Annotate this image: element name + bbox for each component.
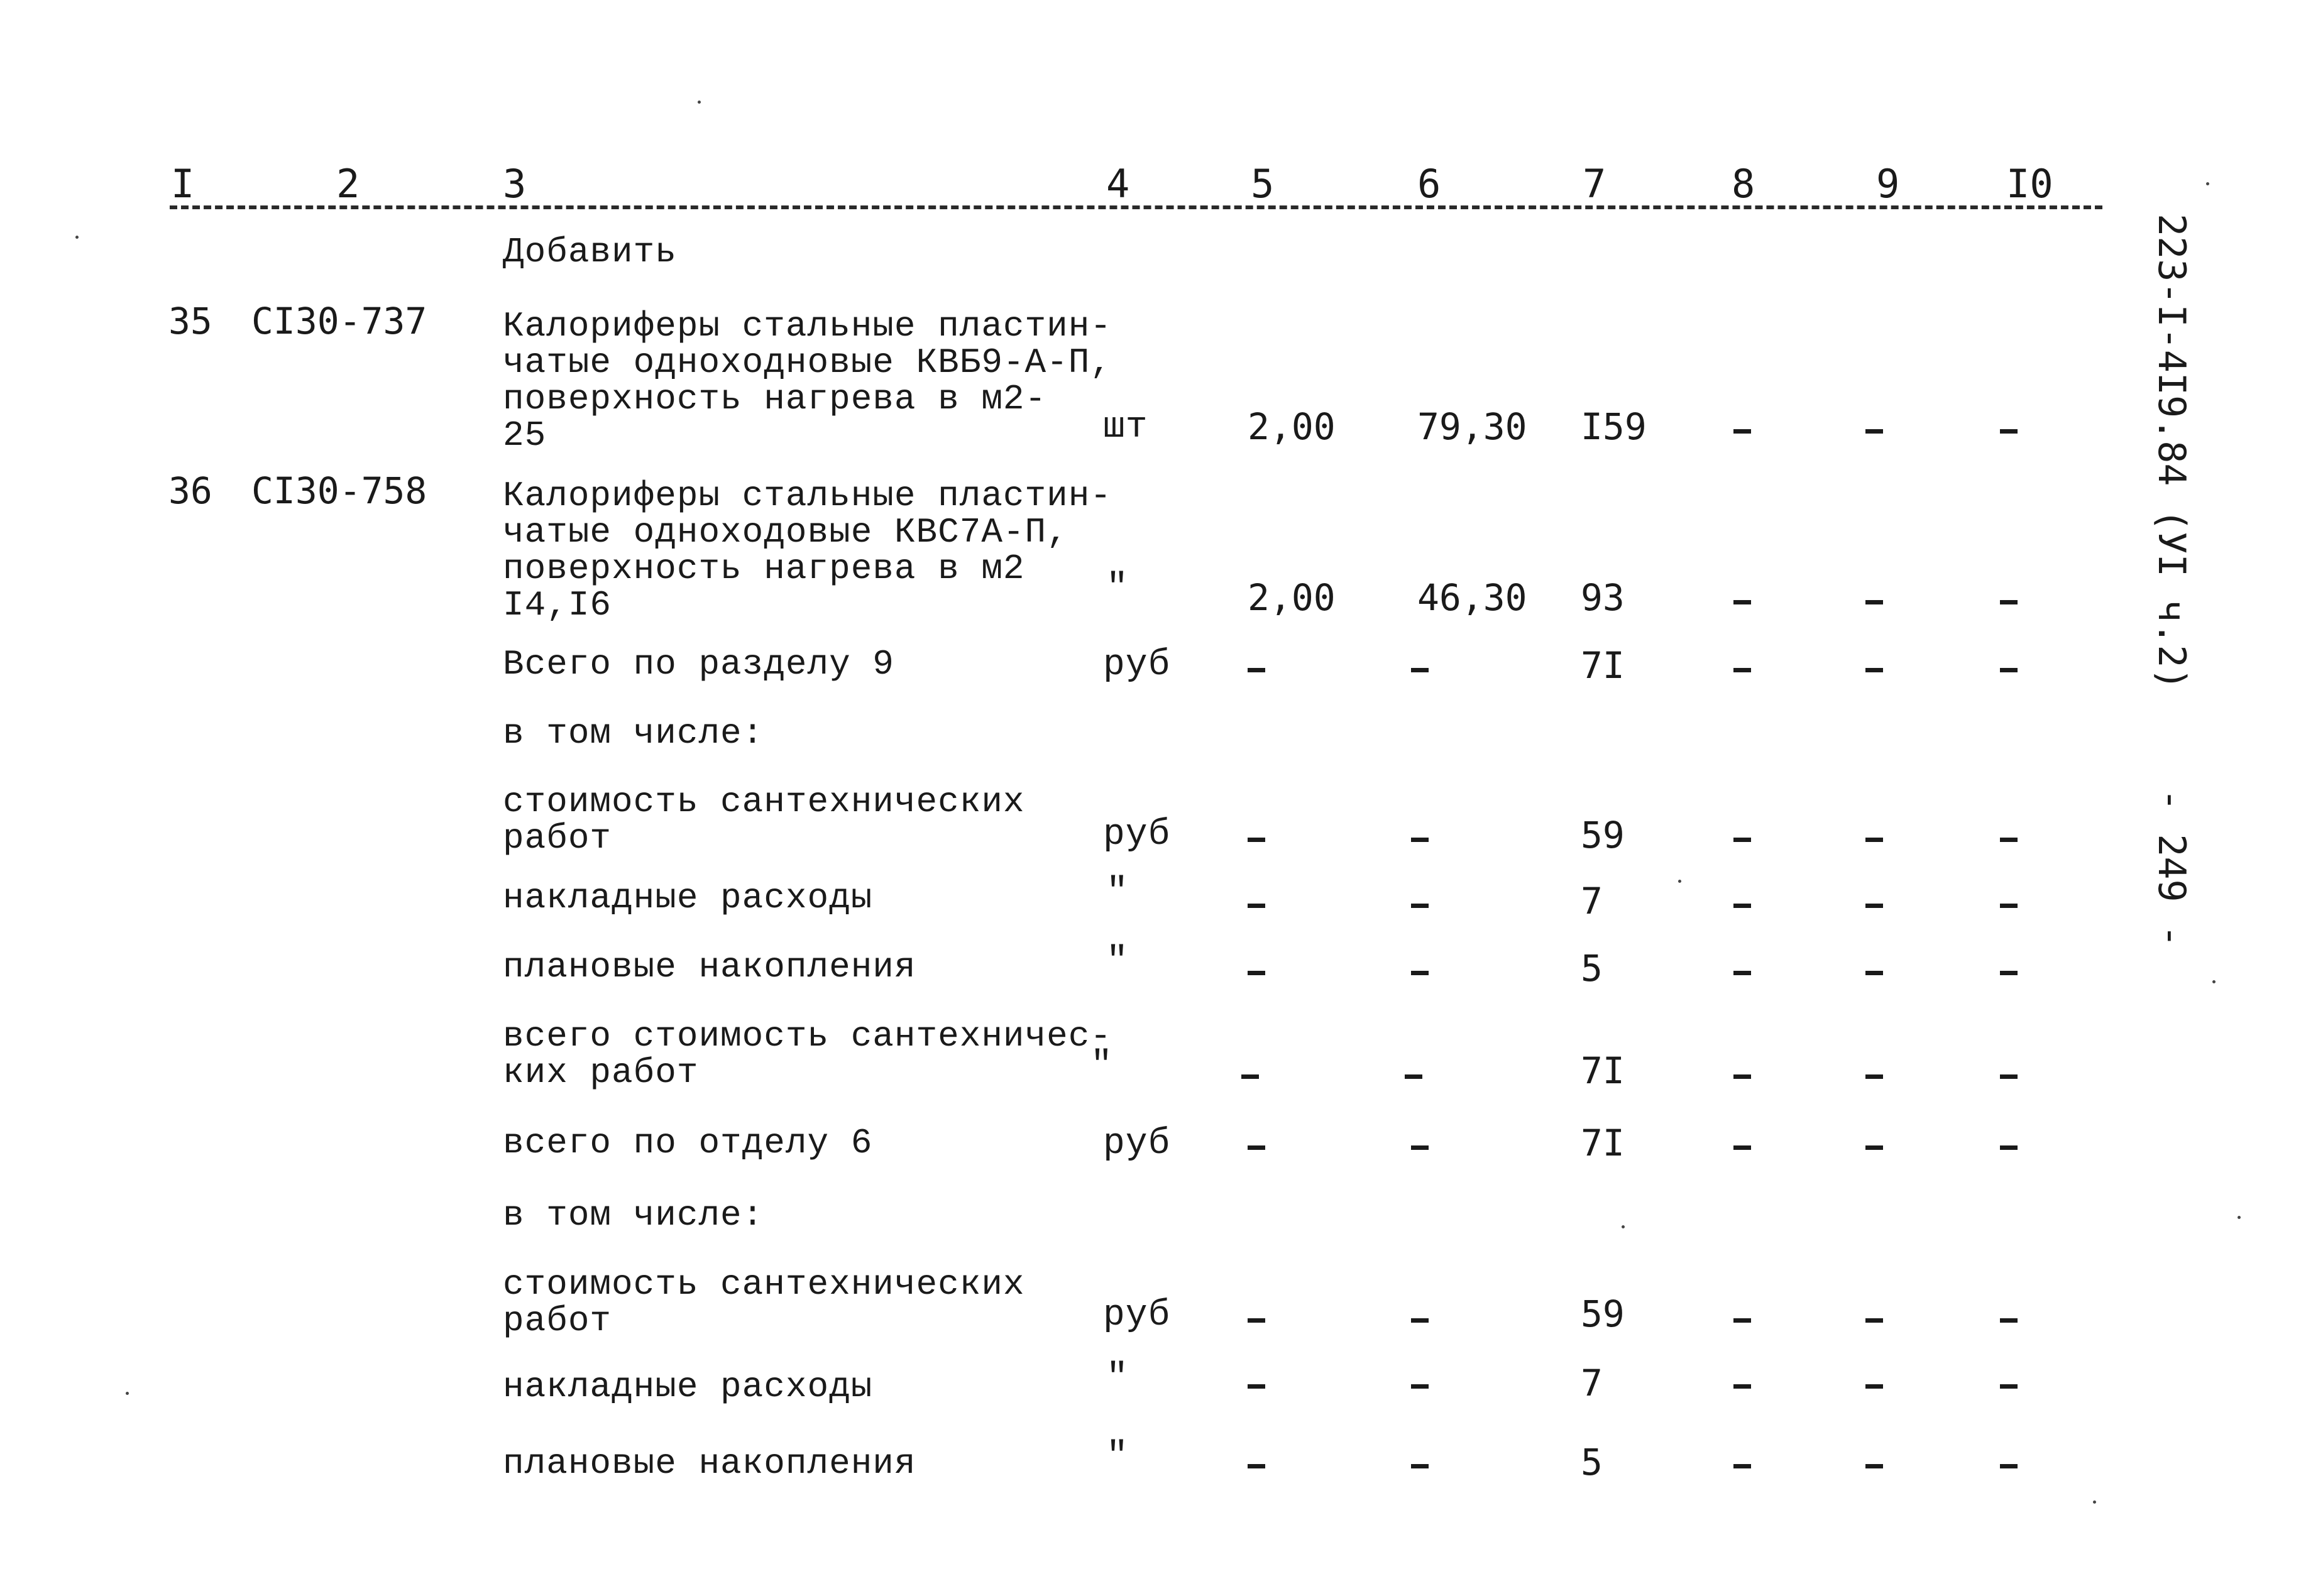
dash-mark (1411, 838, 1429, 842)
row-total: I59 (1581, 405, 1647, 448)
row-description: в том числе: (503, 713, 764, 753)
dash-mark (1865, 429, 1883, 434)
col-header-1: I (171, 161, 195, 207)
dash-mark (2000, 1384, 2018, 1389)
dash-mark (1411, 1464, 1429, 1468)
dash-mark (1865, 668, 1883, 672)
row-description: стоимость сантехнических работ (503, 782, 1025, 858)
col-header-4: 4 (1106, 161, 1130, 207)
scan-speck (2212, 980, 2216, 983)
row-total: 59 (1581, 1293, 1625, 1335)
col-header-3: 3 (503, 161, 527, 207)
document-code-vertical: 223-I-4I9.84 (УI ч.2) (2150, 214, 2194, 691)
dash-mark (2000, 600, 2018, 604)
dash-mark (1248, 1384, 1265, 1389)
row-description: в том числе: (503, 1195, 764, 1235)
dash-mark (1865, 1318, 1883, 1323)
dash-mark (2000, 1464, 2018, 1468)
dash-mark (1733, 904, 1751, 908)
scan-speck (2093, 1500, 2096, 1504)
row-description: стоимость сантехнических работ (503, 1264, 1025, 1341)
row-description: всего стоимость сантехничес- ких работ (503, 1016, 1112, 1093)
col-header-9: 9 (1876, 161, 1900, 207)
scan-speck (2238, 1216, 2241, 1219)
dash-mark (1865, 1384, 1883, 1389)
row-unit: " (1106, 872, 1129, 913)
section-add-label: Добавить (503, 232, 677, 272)
row-number: 36 (168, 469, 212, 512)
col-header-5: 5 (1251, 161, 1275, 207)
dash-mark (1411, 1318, 1429, 1323)
dash-mark (1865, 1145, 1883, 1150)
dash-mark (1411, 1384, 1429, 1389)
dash-mark (1733, 429, 1751, 434)
dash-mark (2000, 971, 2018, 975)
row-total: 7I (1581, 1122, 1625, 1164)
scan-speck (2206, 182, 2209, 185)
row-description: плановые накопления (503, 1443, 916, 1484)
row-total: 93 (1581, 576, 1625, 619)
row-description: всего по отделу 6 (503, 1123, 873, 1163)
row-unit: " (1106, 568, 1129, 609)
row-description: Калориферы стальные пластин- чатые одноходновые КВБ9-А-П, поверхность нагрева в м2- 25 (503, 306, 1112, 456)
row-unit: " (1090, 1046, 1113, 1086)
row-unit: руб (1103, 1123, 1171, 1164)
row-unit: руб (1103, 814, 1171, 855)
col-header-7: 7 (1583, 161, 1606, 207)
dash-mark (1248, 668, 1265, 672)
dash-mark (1865, 1464, 1883, 1468)
row-total: 59 (1581, 814, 1625, 856)
row-quantity: 2,00 (1248, 405, 1336, 448)
dash-mark (1865, 838, 1883, 842)
dash-mark (1411, 1145, 1429, 1150)
row-total: 7I (1581, 1049, 1625, 1092)
scan-speck (1678, 880, 1681, 883)
dash-mark (1733, 1464, 1751, 1468)
dash-mark (1411, 971, 1429, 975)
dash-mark (2000, 429, 2018, 434)
row-unit: " (1106, 1358, 1129, 1399)
col-header-2: 2 (336, 161, 360, 207)
header-divider (170, 205, 2102, 209)
dash-mark (1411, 668, 1429, 672)
col-header-8: 8 (1732, 161, 1755, 207)
dash-mark (1733, 1074, 1751, 1079)
dash-mark (1733, 1318, 1751, 1323)
row-code: CI30-737 (251, 300, 427, 342)
dash-mark (1241, 1074, 1259, 1079)
row-total: 7I (1581, 644, 1625, 687)
dash-mark (1733, 600, 1751, 604)
row-description: накладные расходы (503, 878, 873, 918)
dash-mark (2000, 838, 2018, 842)
dash-mark (1248, 904, 1265, 908)
row-description: Калориферы стальные пластин- чатые одноходовые КВС7А-П, поверхность нагрева в м2 I4,I6 (503, 476, 1112, 625)
dash-mark (2000, 1074, 2018, 1079)
dash-mark (1865, 971, 1883, 975)
row-unit-price: 46,30 (1417, 576, 1527, 619)
dash-mark (2000, 904, 2018, 908)
row-code: CI30-758 (251, 469, 427, 512)
dash-mark (1733, 971, 1751, 975)
row-description: накладные расходы (503, 1367, 873, 1407)
row-unit-price: 79,30 (1417, 405, 1527, 448)
dash-mark (1865, 904, 1883, 908)
dash-mark (1733, 668, 1751, 672)
scan-speck (698, 101, 701, 104)
dash-mark (1733, 1384, 1751, 1389)
dash-mark (1248, 971, 1265, 975)
dash-mark (1865, 1074, 1883, 1079)
row-unit: шт (1103, 407, 1148, 448)
page-number-vertical: - 249 - (2150, 789, 2194, 948)
row-number: 35 (168, 300, 212, 342)
dash-mark (2000, 1145, 2018, 1150)
dash-mark (2000, 668, 2018, 672)
dash-mark (1865, 600, 1883, 604)
dash-mark (2000, 1318, 2018, 1323)
scan-speck (75, 236, 79, 239)
row-total: 5 (1581, 947, 1603, 990)
dash-mark (1405, 1074, 1422, 1079)
col-header-10: I0 (2006, 161, 2053, 207)
row-quantity: 2,00 (1248, 576, 1336, 619)
row-unit: руб (1103, 645, 1171, 686)
col-header-6: 6 (1417, 161, 1441, 207)
row-unit: руб (1103, 1295, 1171, 1336)
row-total: 5 (1581, 1441, 1603, 1484)
dash-mark (1248, 838, 1265, 842)
row-total: 7 (1581, 880, 1603, 922)
row-description: Всего по разделу 9 (503, 644, 894, 684)
row-total: 7 (1581, 1362, 1603, 1404)
row-unit: " (1106, 1436, 1129, 1477)
scan-speck (1622, 1225, 1625, 1228)
dash-mark (1248, 1145, 1265, 1150)
dash-mark (1411, 904, 1429, 908)
dash-mark (1733, 1145, 1751, 1150)
dash-mark (1248, 1464, 1265, 1468)
row-description: плановые накопления (503, 947, 916, 987)
dash-mark (1248, 1318, 1265, 1323)
row-unit: " (1106, 941, 1129, 982)
scan-speck (126, 1392, 129, 1395)
dash-mark (1733, 838, 1751, 842)
